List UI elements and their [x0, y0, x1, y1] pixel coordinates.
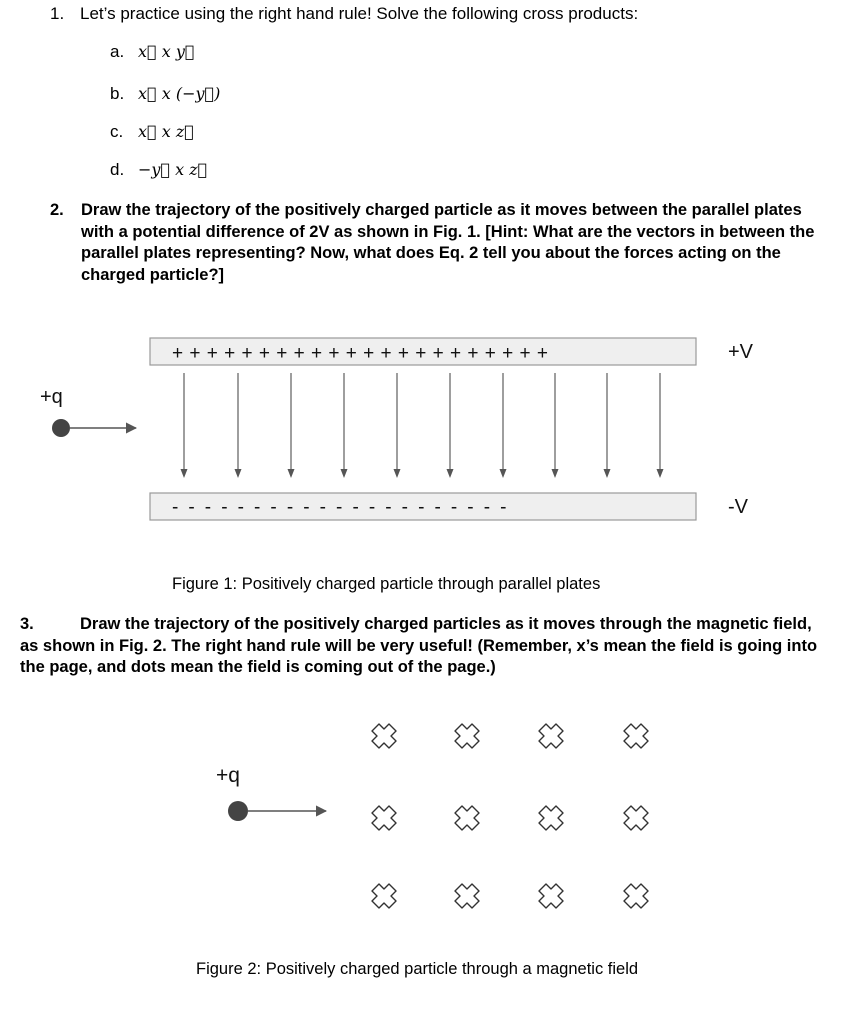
field-into-page-x-icon: [539, 806, 563, 830]
question-1: [50, 4, 638, 24]
question-2-number: 2.: [50, 201, 64, 219]
q1-item-d: [110, 160, 207, 180]
q1-item-label: a.: [110, 42, 125, 61]
field-arrow-head: [447, 469, 454, 478]
q1-item-c: [110, 122, 194, 142]
q1-item-expression: x⃗ x (−y⃗): [138, 84, 221, 103]
field-arrow-head: [657, 469, 664, 478]
field-arrow-head: [500, 469, 507, 478]
q1-item-expression: x⃗ x z⃗: [138, 122, 194, 141]
field-arrow-head: [552, 469, 559, 478]
field-into-page-x-icon: [455, 806, 479, 830]
q1-item-label: b.: [110, 84, 125, 103]
positive-voltage-label: +V: [728, 341, 754, 363]
q1-item-b: [110, 84, 220, 104]
question-3-number: 3.: [20, 615, 34, 633]
magnetic-field-into-page: [372, 724, 648, 908]
field-arrow-head: [288, 469, 295, 478]
field-into-page-x-icon: [372, 724, 396, 748]
q1-item-a: [110, 42, 194, 62]
q1-item-expression: x⃗ x y⃗: [138, 42, 195, 61]
q1-item-expression: −y⃗ x z⃗: [138, 160, 208, 179]
charged-particle: [228, 801, 248, 821]
figure-1-caption: Figure 1: Positively charged particle through parallel plates: [172, 575, 601, 593]
field-into-page-x-icon: [372, 884, 396, 908]
field-arrow-head: [341, 469, 348, 478]
question-2: [50, 200, 820, 286]
field-into-page-x-icon: [624, 884, 648, 908]
q1-item-label: d.: [110, 160, 125, 179]
question-2-text: Draw the trajectory of the positively charged particle as it moves between the parallel plates with a potential difference of 2V as shown in Fig. 1. [Hint: What are the vectors in between the parallel plates representing? Now, what does Eq. 2 tell you about the forces acting on the charged particle?]: [81, 201, 815, 284]
figure-2-caption: Figure 2: Positively charged particle through a magnetic field: [196, 960, 639, 978]
field-into-page-x-icon: [372, 806, 396, 830]
field-arrow-head: [604, 469, 611, 478]
charge-label: +q: [216, 764, 240, 787]
positive-plate-signs: + + + + + + + + + + + + + + + + + + + + + +: [172, 343, 549, 364]
charged-particle: [52, 419, 70, 437]
field-into-page-x-icon: [539, 724, 563, 748]
field-into-page-x-icon: [624, 724, 648, 748]
field-into-page-x-icon: [455, 724, 479, 748]
question-3: [20, 614, 820, 679]
figure-2-diagram: [0, 700, 857, 920]
figure-1-diagram: [0, 330, 857, 530]
field-into-page-x-icon: [455, 884, 479, 908]
field-arrow-head: [181, 469, 188, 478]
field-arrow-head: [394, 469, 401, 478]
field-into-page-x-icon: [539, 884, 563, 908]
negative-plate-signs: - - - - - - - - - - - - - - - - - - - - -: [172, 497, 509, 518]
negative-voltage-label: -V: [728, 496, 748, 518]
question-1-number: 1.: [50, 4, 65, 23]
field-into-page-x-icon: [624, 806, 648, 830]
charge-label: +q: [40, 386, 63, 408]
question-1-text: Let’s practice using the right hand rule! Solve the following cross products:: [80, 4, 639, 23]
q1-item-label: c.: [110, 122, 124, 141]
field-arrow-head: [235, 469, 242, 478]
electric-field-arrows: [181, 373, 664, 478]
question-3-text: Draw the trajectory of the positively charged particles as it moves through the magnetic field, as shown in Fig. 2. The right hand rule will be very useful! (Remember, x’s mean the field is going into the page, and dots mean the field is coming out of the page.): [20, 615, 818, 676]
